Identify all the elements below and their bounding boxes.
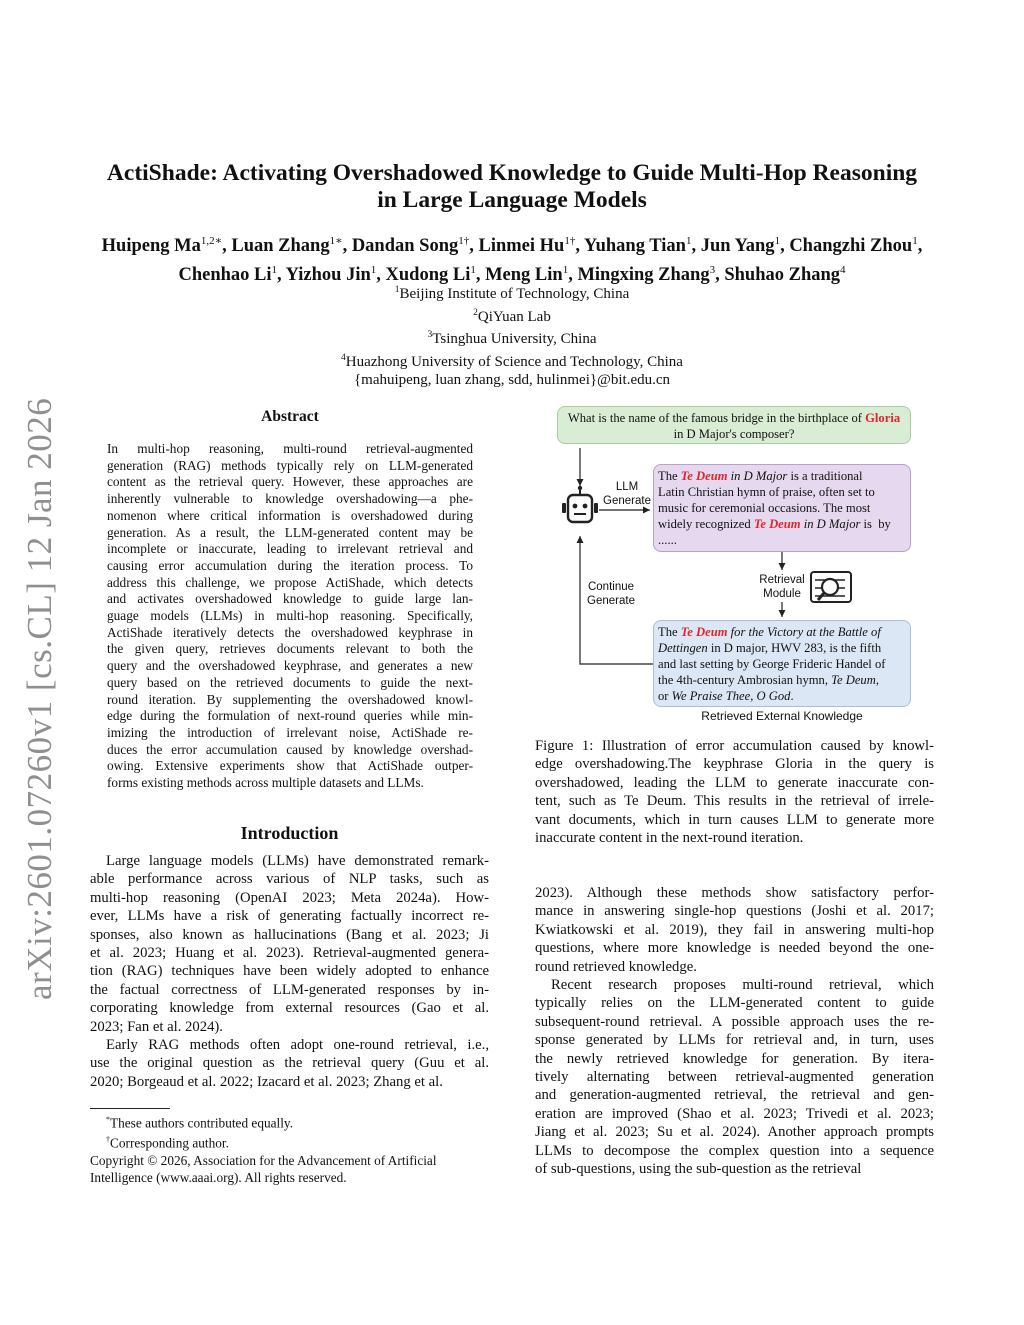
text-line: overshadowed, leading the LLM to generate inaccurate con- [535, 774, 934, 791]
affiliation-text: Tsinghua University, China [432, 331, 597, 347]
footnote-rule [90, 1108, 170, 1109]
author-sup: 1† [458, 235, 470, 247]
figure-1 [553, 402, 915, 727]
affiliation-sup: 4 [341, 352, 346, 363]
robot-icon [562, 486, 598, 522]
author-sup: 1 [370, 264, 377, 277]
author-sup: 3 [709, 264, 716, 277]
text-line: the given query, retrieves documents relevant to both the [107, 641, 473, 657]
abstract-body [107, 441, 473, 792]
text-line: generation (RAG) methods typically rely on LLM-generated [107, 457, 473, 473]
author-name: Linmei Hu [478, 236, 565, 257]
retrieved-line: The Te Deum for the Victory at the Battle of [658, 625, 881, 639]
affiliation-sup: 2 [473, 307, 478, 318]
author-name: Yizhou Jin [285, 265, 371, 286]
title-line-2: in Large Language Models [377, 187, 647, 213]
text-line: tent, such as Te Deum. This results in the retrieval of irrele- [535, 793, 934, 810]
text-line: multi-hop reasoning (OpenAI 2023; Meta 2024a). How- [90, 889, 489, 906]
text-line: subsequent-round retrieval. A possible approach uses the re- [535, 1013, 934, 1030]
text-line: round iteration. By supplementing the overshadowed knowl- [107, 691, 473, 707]
author-name: Yuhang Tian [583, 236, 686, 257]
generated-line: music for ceremonial occasions. The most [658, 501, 871, 515]
affiliation-3 [200, 326, 824, 349]
query-text-2: in D Major's composer? [673, 427, 795, 441]
author-sup: 1† [564, 235, 576, 247]
author-name: Jun Yang [700, 236, 775, 257]
text-line: 2023). Although these methods show satisfactory perfor- [535, 885, 934, 901]
text-line: content as the retrieval query. However, these approaches are [107, 474, 473, 490]
affiliation-sup: 3 [427, 330, 433, 340]
footnotes [90, 1111, 489, 1186]
text-line: eration are improved (Shao et al. 2023; Trivedi et al. 2023; [535, 1105, 934, 1122]
author-sup: 1 [271, 264, 278, 277]
abstract-heading: Abstract [261, 408, 319, 425]
copyright-line-1: Copyright © 2026, Association for the Advancement of Artificial [90, 1152, 437, 1168]
author-name: Dandan Song [351, 236, 459, 257]
query-keyphrase: Gloria [865, 411, 901, 425]
text-line: corporating knowledge from external resources (Gao et al. [90, 1000, 489, 1017]
retrieved-knowledge-box [653, 620, 911, 707]
continue-generate-label: Continue Generate [587, 581, 635, 607]
text-line: edge during the formulation of next-round queries while min- [107, 708, 473, 724]
author-name: Shuhao Zhang [724, 265, 841, 286]
author-sup: 4 [840, 264, 846, 277]
text-line: and generation-augmented retrieval, the retrieval and gen- [535, 1087, 934, 1104]
introduction-body [90, 852, 489, 1091]
text-line: Large language models (LLMs) have demonstrated remark- [106, 853, 489, 869]
title-line-1: ActiShade: Activating Overshadowed Knowledge to Guide Multi-Hop Reasoning [106, 160, 918, 186]
text-line: 2020; Borgeaud et al. 2022; Izacard et al. 2023; Zhang et al. [90, 1073, 443, 1090]
text-line: owing. Extensive experiments show that ActiShade outper- [107, 758, 473, 774]
text-line: Kwiatkowski et al. 2019), they fail in answering multi-hop [535, 921, 934, 938]
text-line: and activates overshadowed knowledge to guide large lan- [107, 591, 473, 607]
right-column-body [535, 884, 934, 1179]
text-line: of sub-questions, using the sub-question as the retrieval [535, 1161, 862, 1178]
text-line: forms existing methods across multiple datasets and LLMs. [107, 775, 424, 791]
author-sup: 1 [912, 235, 918, 247]
author-name: Meng Lin [485, 265, 563, 286]
footnote-corresponding [90, 1131, 489, 1151]
author-name: Changzhi Zhou [789, 236, 913, 257]
text-line: questions, where more knowledge is needed beyond the one- [535, 940, 934, 957]
text-line: Figure 1: Illustration of error accumulation caused by knowl- [535, 738, 934, 754]
text-line: the factual correctness of LLM-generated responses by in- [90, 981, 489, 998]
author-sup: 1∗ [329, 235, 343, 247]
copyright-line-2: Intelligence (www.aaai.org). All rights reserved. [90, 1169, 347, 1185]
text-line: address this challenge, we propose ActiShade, which detects [107, 574, 473, 590]
text-line: Recent research proposes multi-round retrieval, which [551, 977, 934, 994]
retrieval-module-label: Retrieval Module [759, 574, 805, 600]
author-line-1: Huipeng $Ma^{1,2∗}$, Luan Zhang$^{1∗}$, Dandan Song$^{1\dagger}$, Linmei $Hu^{1\dagger}$, Yuhang Tian$^1$, Jun Yang$^1$, Changzhi Zhou$^1$, Chenhao Li$^1$, Yizhou Jin$^1$, Xudong Li$^1$, Meng Lin$^1$, Mingxing Zhang$^3$, Shuhao Zhang$^4$ [101, 235, 923, 286]
text-line: In multi-hop reasoning, multi-round retrieval-augmented [107, 441, 473, 456]
text-line: round retrieved knowledge. [535, 958, 697, 975]
affiliations [200, 281, 824, 390]
figure-caption [535, 737, 934, 847]
text-line: able performance across various of NLP tasks, such as [90, 871, 489, 888]
author-sup: 1,2∗ [200, 235, 223, 247]
text-line: inaccurate content in the next-round iteration. [535, 830, 804, 847]
author-name: Chenhao Li [178, 265, 272, 286]
text-line: query based on the retrieved documents to guide the next- [107, 674, 473, 690]
affiliation-4 [200, 349, 824, 372]
query-box [557, 406, 911, 444]
author-sup: 1 [685, 235, 692, 247]
text-line: mance in answering single-hop questions (Joshi et al. 2017; [535, 903, 934, 920]
text-line: ever, LLMs have a risk of generating factually incorrect re- [90, 908, 489, 925]
retrieved-knowledge-label: Retrieved External Knowledge [701, 709, 863, 723]
affiliation-text: QiYuan Lab [477, 308, 551, 325]
text-line: causing error accumulation during the iteration process. To [107, 557, 473, 573]
text-line: query and the overshadowed keyphrase, and generates a new [107, 658, 473, 674]
retrieval-database-icon [811, 572, 851, 602]
text-line: generation. As a result, the LLM-generated content may be [107, 524, 473, 540]
text-line: inherently vulnerable to knowledge overshadowing—a phe- [107, 491, 473, 507]
text-line: the newly retrieved knowledge for generation. By itera- [535, 1050, 934, 1067]
footnote-text: Corresponding author. [110, 1135, 229, 1151]
author-name: Xudong Li [385, 265, 471, 286]
author-name: Luan Zhang [231, 236, 330, 257]
text-line: duces the error accumulation caused by knowledge overshad- [107, 741, 473, 757]
text-line: edge overshadowing.The keyphrase Gloria in the query is [535, 756, 934, 773]
text-line: et al. 2023; Huang et al. 2023). Retrieval-augmented genera- [90, 945, 489, 962]
affiliation-sup: 1 [394, 285, 400, 295]
footnote-text: These authors contributed equally. [110, 1115, 294, 1131]
footnote-mark: † [106, 1135, 110, 1145]
introduction-heading: Introduction [240, 823, 339, 843]
retrieved-line: Dettingen in D major, HWV 283, is the fifth [658, 641, 882, 655]
text-line: sponse generated by LLMs for retrieval and, in turn, uses [535, 1032, 934, 1049]
generated-line: ...... [658, 533, 677, 547]
text-line: nomenon where critical information is overshadowed during [107, 507, 473, 523]
author-name: Huipeng Ma [101, 236, 201, 257]
author-sup: 1 [470, 264, 476, 277]
generated-line: The Te Deum in D Major is a traditional [658, 469, 863, 483]
text-line: vant documents, which in turn causes LLM to generate more [535, 811, 934, 828]
text-line: typically relies on the LLM-generated content to guide [535, 995, 934, 1012]
arxiv-stamp: arXiv:2601.07260v1 [cs.CL] 12 Jan 2026 [20, 397, 59, 1000]
text-line: imizing the introduction of irrelevant noise, ActiShade re- [107, 724, 473, 740]
generated-line: Latin Christian hymn of praise, often set to [658, 485, 875, 499]
affiliation-text: Huazhong University of Science and Technology, China [345, 353, 683, 370]
generated-content-box [653, 464, 911, 552]
footnote-mark: * [106, 1115, 110, 1124]
text-line: Early RAG methods often adopt one-round retrieval, i.e., [106, 1037, 489, 1054]
llm-generate-label: LLM Generate [603, 481, 651, 507]
generated-line: widely recognized Te Deum in D Major is by [658, 517, 891, 531]
author-name: Mingxing Zhang [577, 265, 710, 286]
text-line: 2023; Fan et al. 2024). [90, 1018, 223, 1035]
author-sup: 1 [774, 235, 781, 247]
affiliation-1 [200, 281, 824, 304]
author-emails: {mahuipeng, luan zhang, sdd, hulinmei}@bit.edu.cn [353, 372, 671, 388]
affiliation-text: Beijing Institute of Technology, China [399, 286, 630, 302]
author-list [80, 229, 944, 287]
query-text: What is the name of the famous bridge in the birthplace of [567, 411, 866, 425]
author-sup: 1 [562, 264, 569, 277]
text-line: sponses, also known as hallucinations (Bang et al. 2023; Ji [90, 926, 489, 943]
paper-title [80, 160, 944, 214]
footnote-equal-contribution [90, 1111, 489, 1131]
text-line: guage models (LLMs) in multi-hop reasoning. Specifically, [107, 608, 473, 624]
affiliation-2 [200, 304, 824, 327]
retrieved-line: the 4th-century Ambrosian hymn, Te Deum, [658, 673, 879, 687]
text-line: tively alternating between retrieval-augmented generation [535, 1069, 934, 1086]
text-line: use the original question as the retrieval query (Guu et al. [90, 1055, 489, 1072]
text-line: incomplete or inaccurate, leading to irrelevant retrieval and [107, 541, 473, 557]
retrieved-line: or We Praise Thee, O God. [658, 689, 794, 703]
text-line: LLMs to decompose the complex question into a sequence [535, 1142, 934, 1159]
text-line: Jiang et al. 2023; Su et al. 2024). Another approach prompts [535, 1124, 934, 1141]
text-line: tion (RAG) techniques have been widely adopted to enhance [90, 963, 489, 980]
text-line: ActiShade iteratively detects the overshadowed keyphrase in [107, 624, 473, 640]
retrieved-line: and last setting by George Frideric Handel of [658, 657, 886, 671]
